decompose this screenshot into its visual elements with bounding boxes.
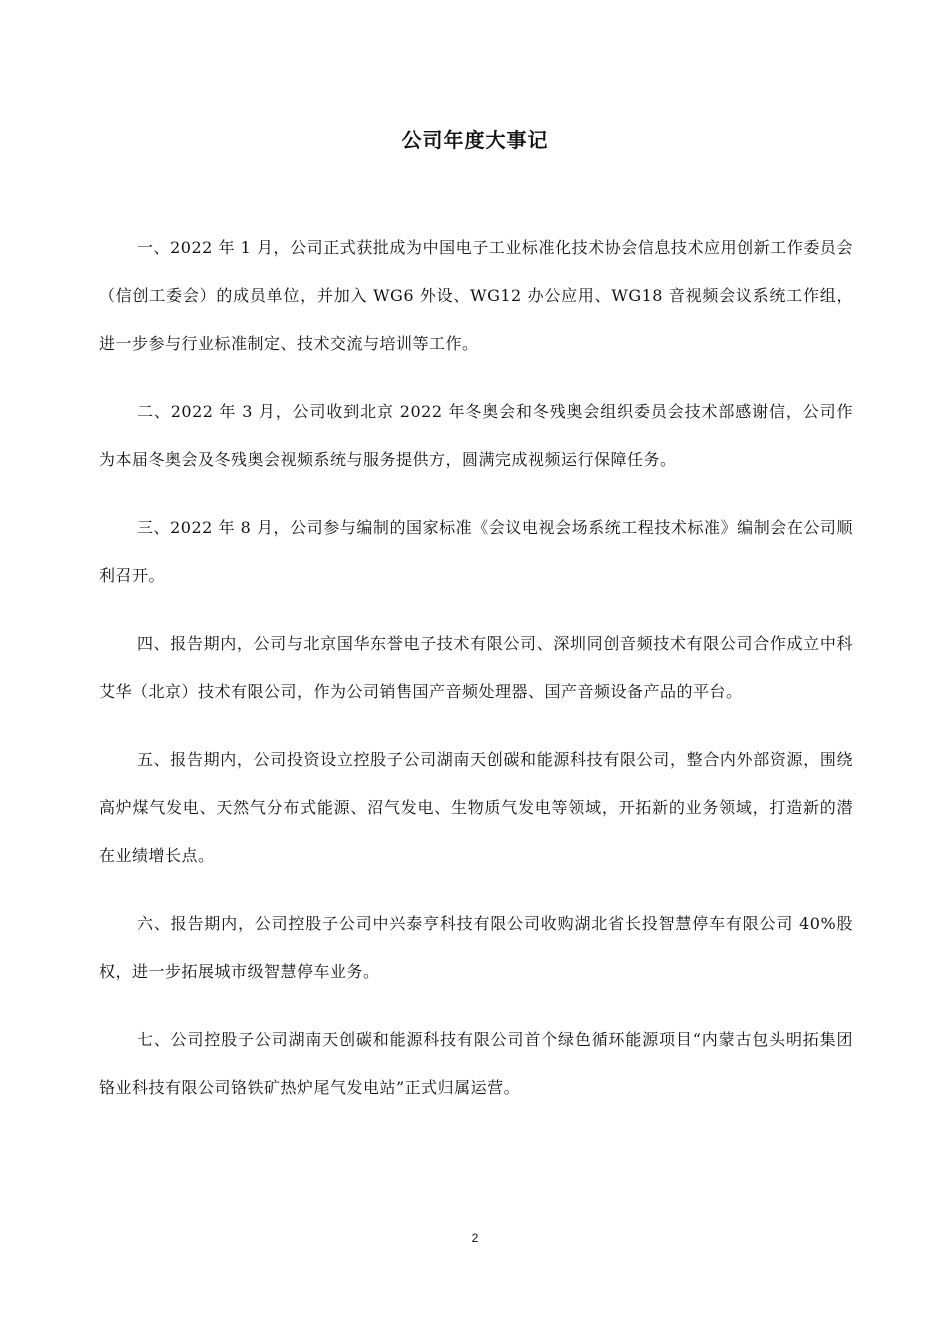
paragraph-2: 二、2022 年 3 月，公司收到北京 2022 年冬奥会和冬残奥会组织委员会技术部感谢信，公司作为本届冬奥会及冬残奥会视频系统与服务提供方，圆满完成视频运行保障任务。 — [99, 402, 853, 469]
page-number: 2 — [471, 1231, 479, 1245]
paragraph-4: 四、报告期内，公司与北京国华东誉电子技术有限公司、深圳同创音频技术有限公司合作成立中科艾华（北京）技术有限公司，作为公司销售国产音频处理器、国产音频设备产品的平台。 — [99, 634, 853, 701]
document-body — [99, 224, 853, 1132]
paragraph-6: 六、报告期内，公司控股子公司中兴泰亨科技有限公司收购湖北省长投智慧停车有限公司 40%股权，进一步拓展城市级智慧停车业务。 — [99, 914, 853, 981]
paragraph-5: 五、报告期内，公司投资设立控股子公司湖南天创碳和能源科技有限公司，整合内外部资源，围绕高炉煤气发电、天然气分布式能源、沼气发电、生物质气发电等领域，开拓新的业务领域，打造新的潜在业绩增长点。 — [99, 750, 853, 865]
paragraph-1: 一、2022 年 1 月，公司正式获批成为中国电子工业标准化技术协会信息技术应用创新工作委员会（信创工委会）的成员单位，并加入 WG6 外设、WG12 办公应用、WG18 音视频会议系统工作组，进一步参与行业标准制定、技术交流与培训等工作。 — [99, 238, 853, 353]
paragraph-7: 七、公司控股子公司湖南天创碳和能源科技有限公司首个绿色循环能源项目“内蒙古包头明拓集团铬业科技有限公司铬铁矿热炉尾气发电站”正式归属运营。 — [99, 1030, 853, 1097]
paragraph-3: 三、2022 年 8 月，公司参与编制的国家标准《会议电视会场系统工程技术标准》编制会在公司顺利召开。 — [99, 518, 853, 585]
page-title: 公司年度大事记 — [401, 128, 549, 152]
